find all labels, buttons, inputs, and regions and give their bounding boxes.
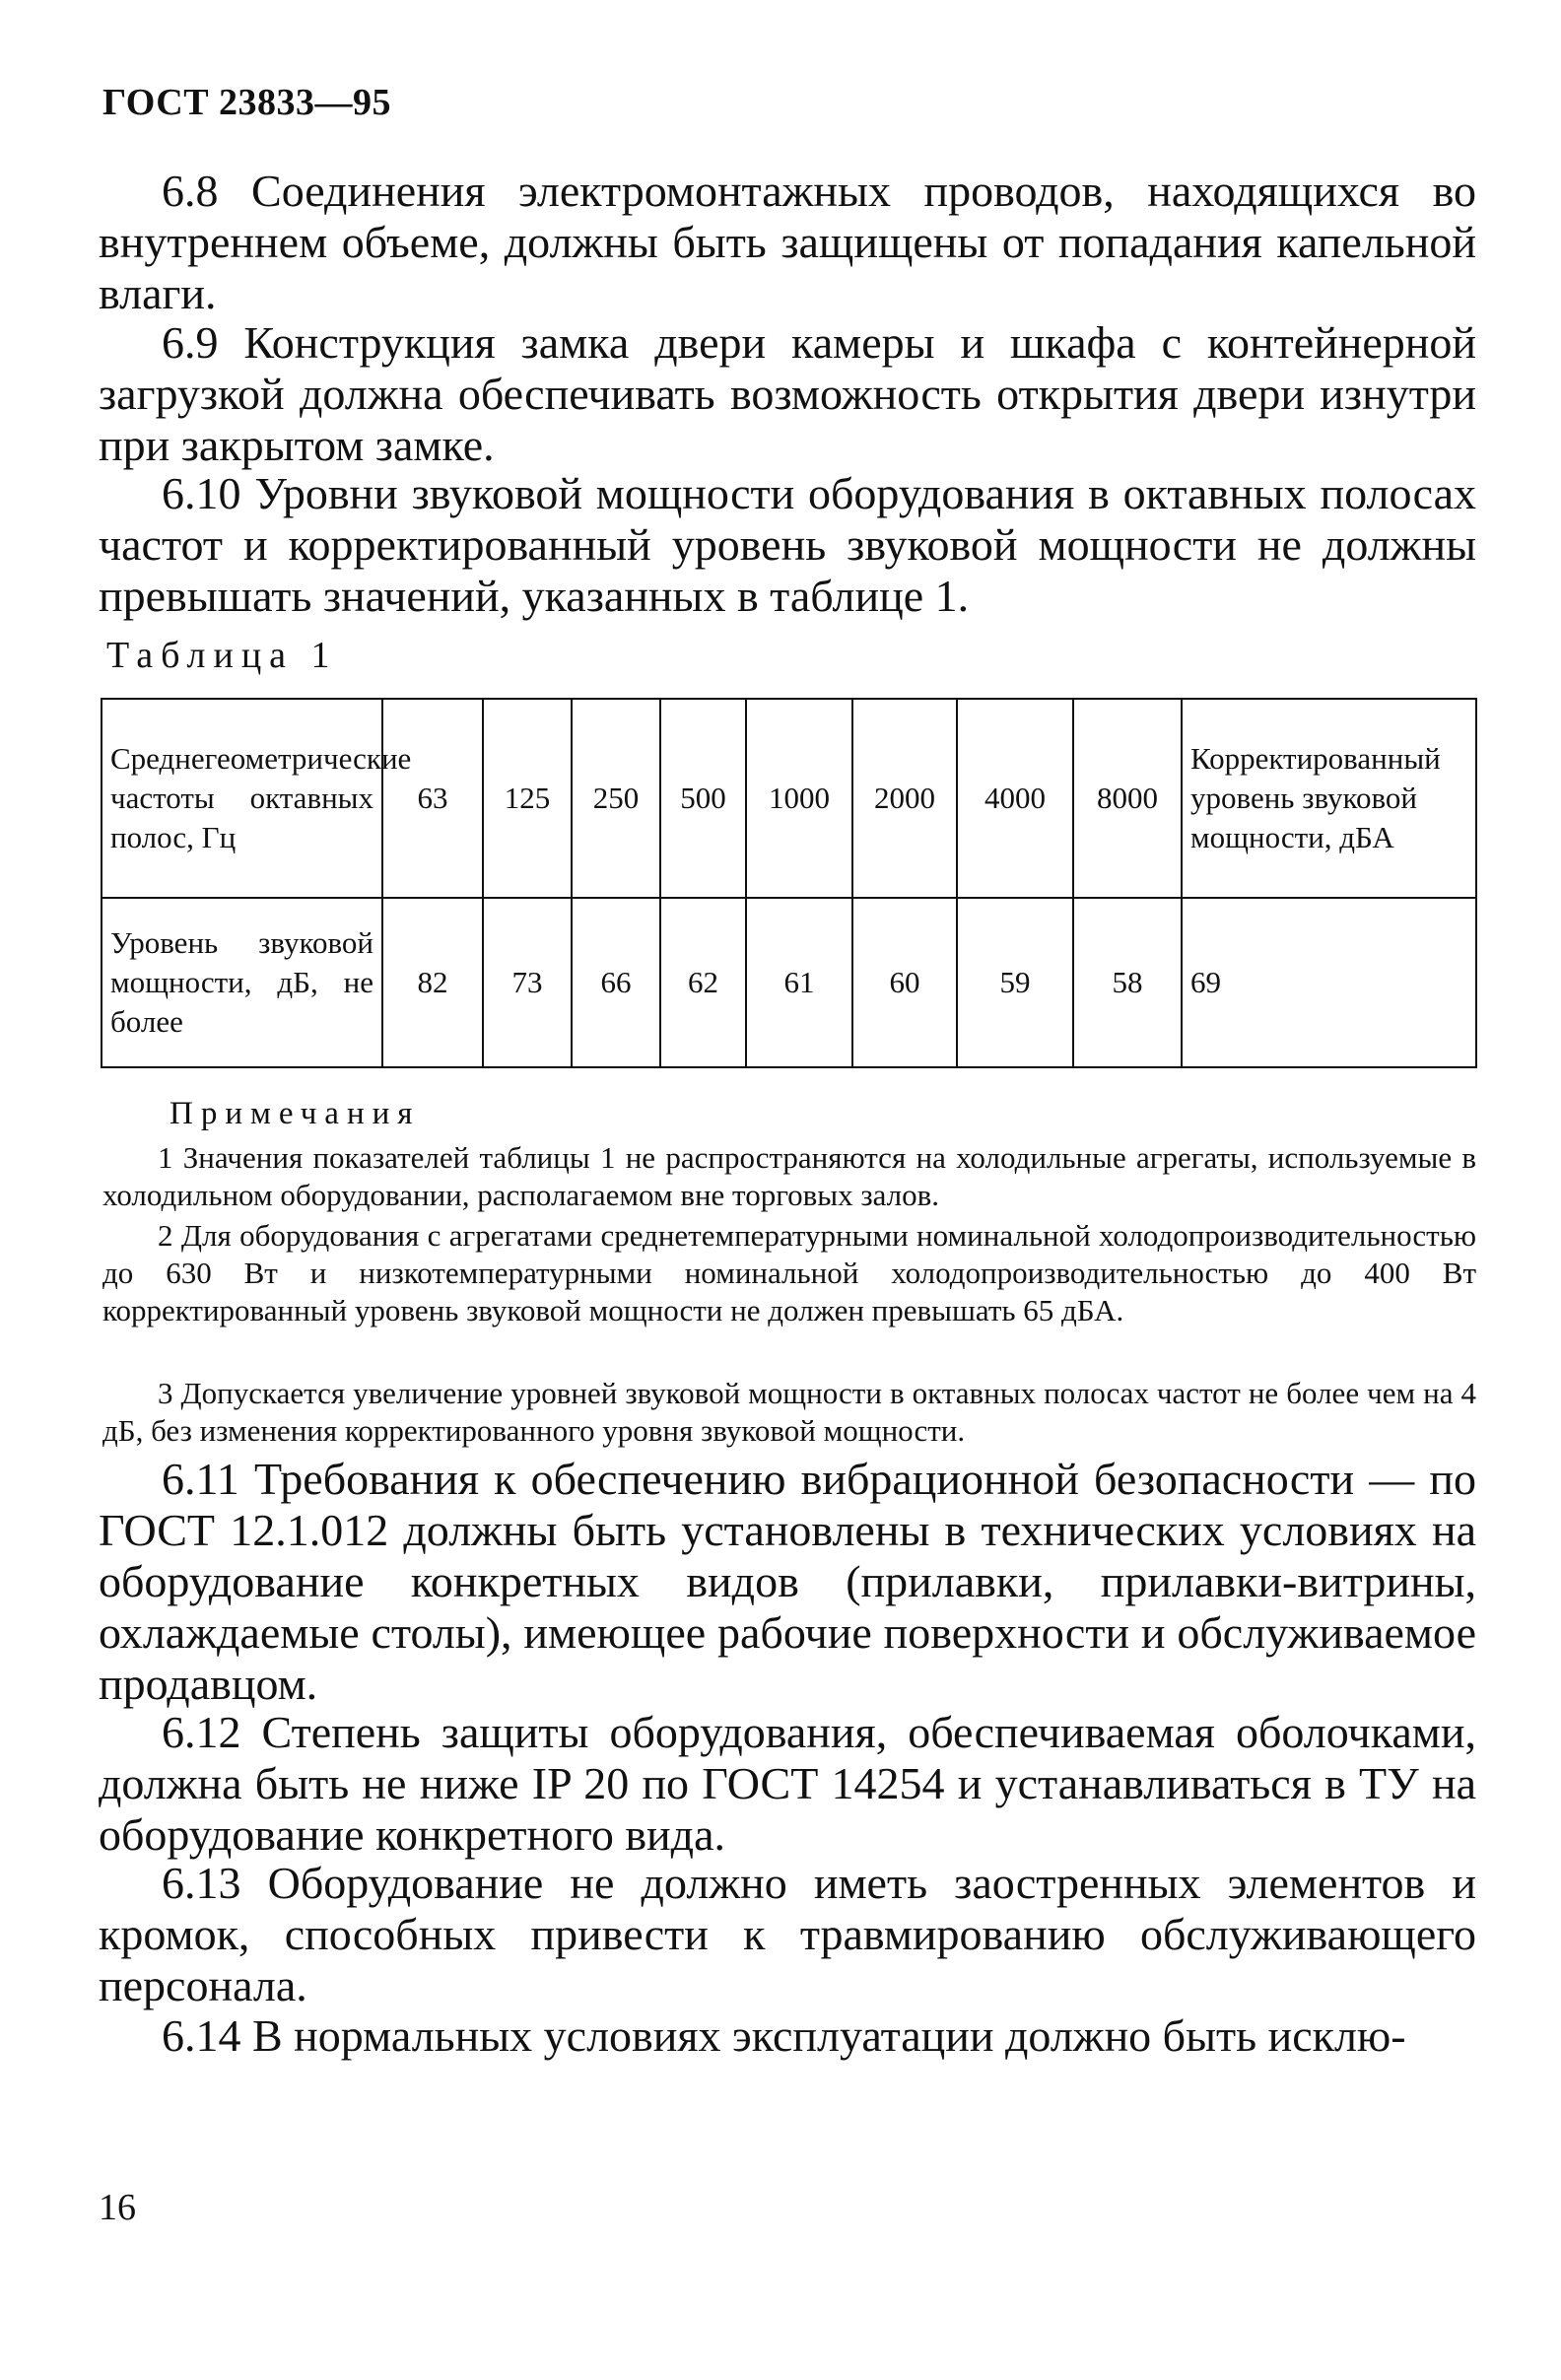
sound-power-table bbox=[101, 698, 1477, 1068]
document-header: ГОСТ 23833—95 bbox=[102, 82, 392, 123]
frequency-cell: 63 bbox=[382, 699, 483, 898]
paragraph-6-9: 6.9 Конструкция замка двери камеры и шкафа с контейнерной загрузкой должна обеспечивать возможность открытия двери изнутри при закрытом замке. bbox=[99, 317, 1476, 470]
notes-title: Примечания bbox=[170, 1096, 421, 1131]
paragraph-6-11: 6.11 Требования к обеспечению вибрационной безопасности — по ГОСТ 12.1.012 должны быть установлены в технических условиях на оборудование конкретных видов (прилавки, прилавки-витрины, охлаждаемые столы), имеющее рабочие поверхности и обслуживаемое продавцом. bbox=[99, 1454, 1476, 1709]
level-cell: 73 bbox=[483, 898, 572, 1067]
frequency-cell: 8000 bbox=[1073, 699, 1182, 898]
page-number: 16 bbox=[99, 2187, 136, 2228]
paragraph-6-13: 6.13 Оборудование не должно иметь заостренных элементов и кромок, способных привести к травмированию обслуживающего персонала. bbox=[99, 1858, 1476, 2010]
corrected-level-value: 69 bbox=[1182, 898, 1476, 1067]
level-cell: 60 bbox=[852, 898, 957, 1067]
paragraph-6-14: 6.14 В нормальных условиях эксплуатации должно быть исклю- bbox=[162, 2010, 1406, 2061]
frequency-cell: 4000 bbox=[957, 699, 1073, 898]
level-cell: 61 bbox=[746, 898, 852, 1067]
table-label: Таблица 1 bbox=[106, 635, 338, 676]
note-1: 1 Значения показателей таблицы 1 не распространяются на холодильные агрегаты, используемые в холодильном оборудовании, располагаемом вне торговых залов. bbox=[102, 1140, 1476, 1212]
frequency-cell: 1000 bbox=[746, 699, 852, 898]
level-cell: 82 bbox=[382, 898, 483, 1067]
corrected-level-header: Корректированный уровень звуковой мощности, дБА bbox=[1182, 699, 1476, 898]
frequency-cell: 500 bbox=[660, 699, 746, 898]
level-cell: 58 bbox=[1073, 898, 1182, 1067]
paragraph-6-8: 6.8 Соединения электромонтажных проводов, находящихся во внутреннем объеме, должны быть защищены от попадания капельной влаги. bbox=[99, 166, 1476, 318]
level-cell: 62 bbox=[660, 898, 746, 1067]
table-row bbox=[102, 699, 1476, 898]
table-row bbox=[102, 898, 1476, 1067]
frequency-row-label: Среднегеометрические частоты октавных полос, Гц bbox=[102, 699, 382, 898]
frequency-cell: 2000 bbox=[852, 699, 957, 898]
level-row-label: Уровень звуковой мощности, дБ, не более bbox=[102, 898, 382, 1067]
level-cell: 59 bbox=[957, 898, 1073, 1067]
frequency-cell: 250 bbox=[572, 699, 660, 898]
note-3: 3 Допускается увеличение уровней звуковой мощности в октавных полосах частот не более чем на 4 дБ, без изменения корректированного уровня звуковой мощности. bbox=[102, 1376, 1476, 1448]
paragraph-6-10: 6.10 Уровни звуковой мощности оборудования в октавных полосах частот и корректированный уровень звуковой мощности не должны превышать значений, указанных в таблице 1. bbox=[99, 468, 1476, 621]
frequency-cell: 125 bbox=[483, 699, 572, 898]
paragraph-6-12: 6.12 Степень защиты оборудования, обеспечиваемая оболочками, должна быть не ниже IP 20 по ГОСТ 14254 и устанавливаться в ТУ на оборудование конкретного вида. bbox=[99, 1707, 1476, 1860]
note-2: 2 Для оборудования с агрегатами среднетемпературными номинальной холодопроизводительностью до 630 Вт и низкотемпературными номинальной холодопроизводительностью до 400 Вт корректированный уровень звуковой мощности не должен превышать 65 дБА. bbox=[102, 1218, 1476, 1327]
level-cell: 66 bbox=[572, 898, 660, 1067]
